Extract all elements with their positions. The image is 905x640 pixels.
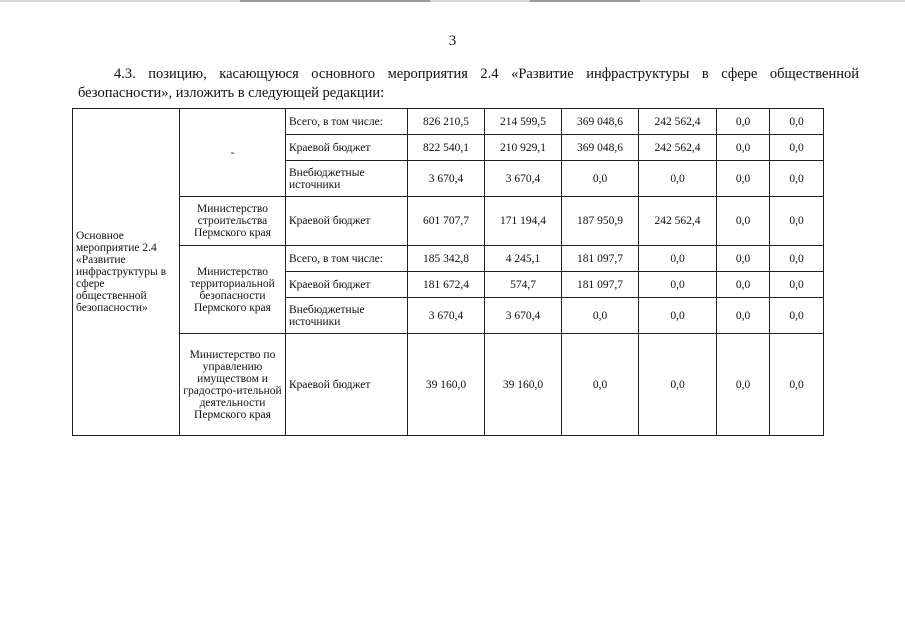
event-cell: Основное мероприятие 2.4 «Развитие инфраструктуры в сфере общественной безопасности» bbox=[73, 109, 180, 436]
page-number: 3 bbox=[448, 33, 457, 49]
value-cell: 3 670,4 bbox=[485, 161, 562, 197]
value-cell: 0,0 bbox=[770, 197, 824, 246]
scan-top-edge bbox=[0, 0, 905, 2]
source-cell: Внебюджетные источники bbox=[286, 161, 408, 197]
value-cell: 0,0 bbox=[639, 161, 717, 197]
value-cell: 39 160,0 bbox=[408, 334, 485, 436]
value-cell: 3 670,4 bbox=[485, 298, 562, 334]
value-cell: 822 540,1 bbox=[408, 135, 485, 161]
value-cell: 185 342,8 bbox=[408, 246, 485, 272]
table-row bbox=[73, 334, 824, 436]
executor-cell: - bbox=[180, 109, 286, 197]
table-row bbox=[73, 246, 824, 272]
scan-mark-left bbox=[240, 0, 430, 2]
value-cell: 181 672,4 bbox=[408, 272, 485, 298]
value-cell: 0,0 bbox=[770, 334, 824, 436]
executor-cell: Министерство по управлению имуществом и градостро-ительной деятельности Пермского края bbox=[180, 334, 286, 436]
table-row bbox=[73, 109, 824, 135]
source-cell: Всего, в том числе: bbox=[286, 109, 408, 135]
value-cell: 3 670,4 bbox=[408, 161, 485, 197]
value-cell: 210 929,1 bbox=[485, 135, 562, 161]
value-cell: 0,0 bbox=[717, 135, 770, 161]
value-cell: 181 097,7 bbox=[562, 272, 639, 298]
value-cell: 369 048,6 bbox=[562, 135, 639, 161]
value-cell: 242 562,4 bbox=[639, 197, 717, 246]
value-cell: 0,0 bbox=[717, 197, 770, 246]
source-cell: Внебюджетные источники bbox=[286, 298, 408, 334]
value-cell: 601 707,7 bbox=[408, 197, 485, 246]
source-cell: Краевой бюджет bbox=[286, 334, 408, 436]
value-cell: 3 670,4 bbox=[408, 298, 485, 334]
source-cell: Краевой бюджет bbox=[286, 135, 408, 161]
value-cell: 171 194,4 bbox=[485, 197, 562, 246]
value-cell: 0,0 bbox=[717, 246, 770, 272]
value-cell: 0,0 bbox=[562, 334, 639, 436]
source-cell: Краевой бюджет bbox=[286, 272, 408, 298]
value-cell: 242 562,4 bbox=[639, 135, 717, 161]
executor-cell: Министерство строительства Пермского края bbox=[180, 197, 286, 246]
value-cell: 187 950,9 bbox=[562, 197, 639, 246]
value-cell: 242 562,4 bbox=[639, 109, 717, 135]
value-cell: 0,0 bbox=[717, 109, 770, 135]
value-cell: 0,0 bbox=[717, 161, 770, 197]
value-cell: 0,0 bbox=[770, 161, 824, 197]
value-cell: 0,0 bbox=[770, 298, 824, 334]
value-cell: 0,0 bbox=[639, 246, 717, 272]
value-cell: 0,0 bbox=[770, 272, 824, 298]
value-cell: 0,0 bbox=[562, 161, 639, 197]
value-cell: 0,0 bbox=[639, 272, 717, 298]
value-cell: 0,0 bbox=[717, 334, 770, 436]
executor-cell: Министерство территориальной безопасности Пермского края bbox=[180, 246, 286, 334]
table-row bbox=[73, 197, 824, 246]
scan-mark-right bbox=[530, 0, 640, 2]
value-cell: 0,0 bbox=[639, 298, 717, 334]
value-cell: 826 210,5 bbox=[408, 109, 485, 135]
value-cell: 0,0 bbox=[717, 272, 770, 298]
value-cell: 369 048,6 bbox=[562, 109, 639, 135]
value-cell: 0,0 bbox=[639, 334, 717, 436]
source-cell: Всего, в том числе: bbox=[286, 246, 408, 272]
value-cell: 574,7 bbox=[485, 272, 562, 298]
value-cell: 39 160,0 bbox=[485, 334, 562, 436]
value-cell: 0,0 bbox=[770, 135, 824, 161]
value-cell: 0,0 bbox=[717, 298, 770, 334]
value-cell: 214 599,5 bbox=[485, 109, 562, 135]
source-cell: Краевой бюджет bbox=[286, 197, 408, 246]
intro-paragraph: 4.3. позицию, касающуюся основного мероприятия 2.4 «Развитие инфраструктуры в сфере общественной безопасности», изложить в следующей редакции: bbox=[78, 66, 859, 101]
value-cell: 0,0 bbox=[770, 109, 824, 135]
value-cell: 181 097,7 bbox=[562, 246, 639, 272]
value-cell: 0,0 bbox=[770, 246, 824, 272]
funding-table bbox=[72, 108, 824, 436]
value-cell: 4 245,1 bbox=[485, 246, 562, 272]
value-cell: 0,0 bbox=[562, 298, 639, 334]
